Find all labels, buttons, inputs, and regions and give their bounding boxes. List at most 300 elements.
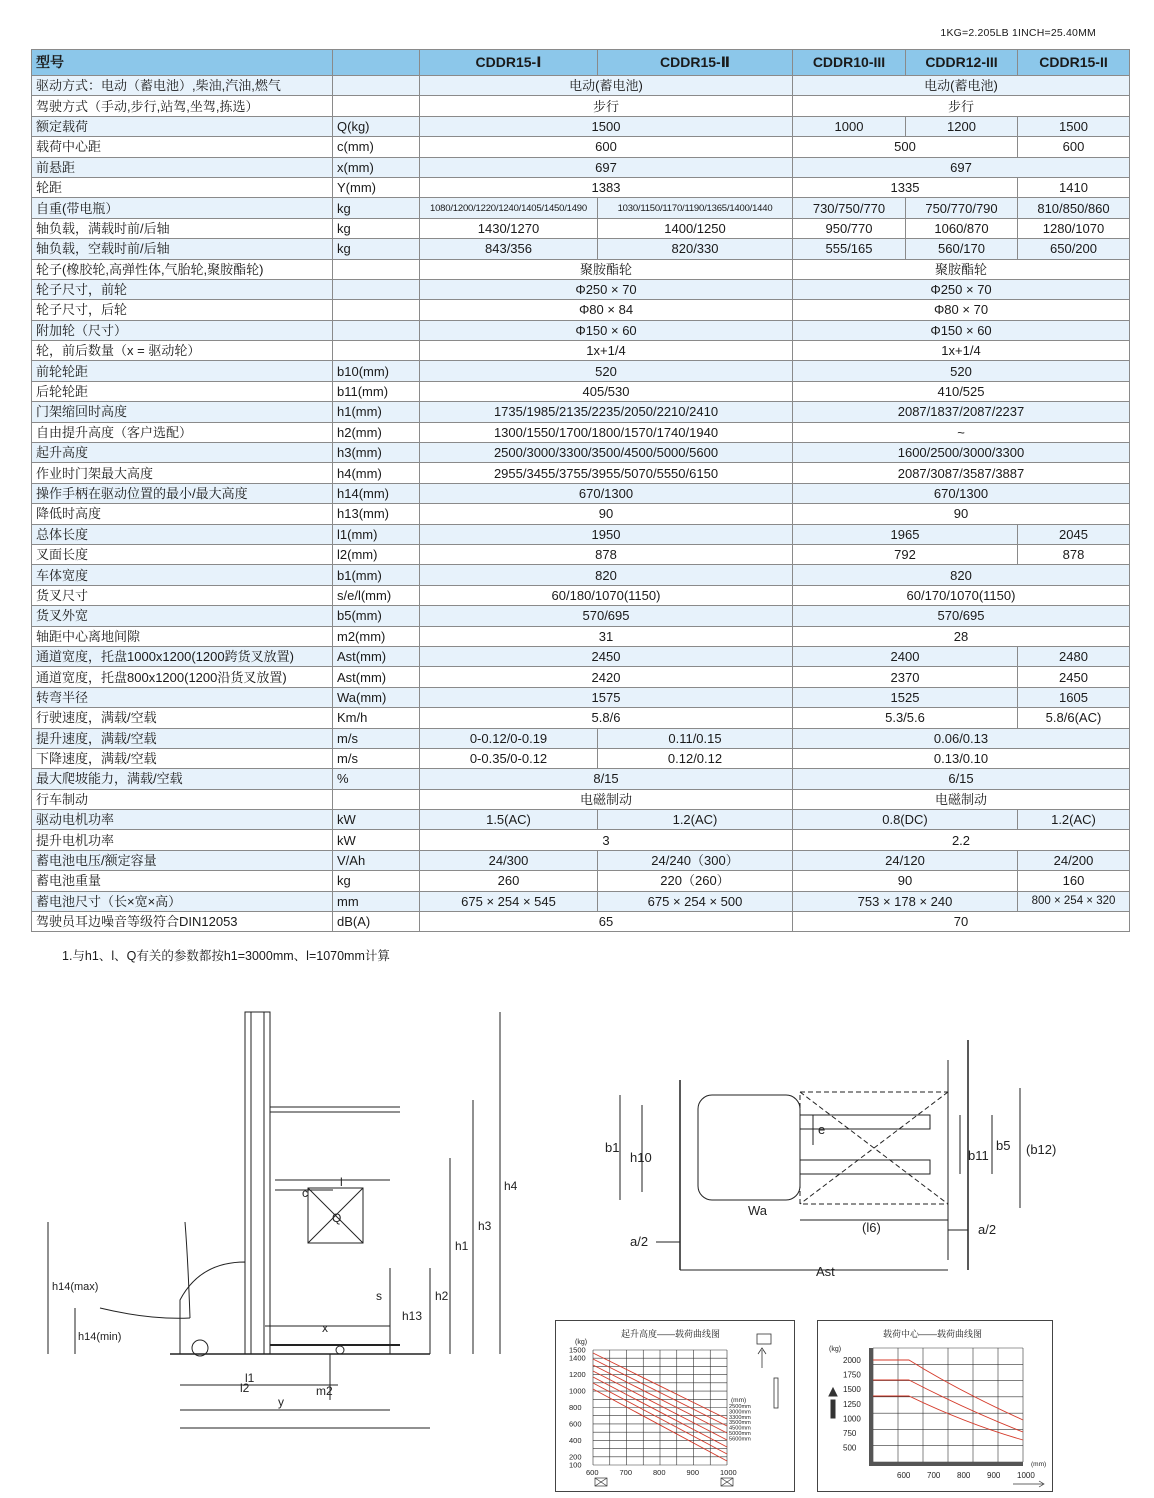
lift-chart-ytick: 200 bbox=[569, 1452, 582, 1462]
spec-value: 260 bbox=[420, 871, 598, 891]
spec-value: 1200 bbox=[906, 116, 1018, 136]
spec-unit: Wa(mm) bbox=[333, 687, 420, 707]
spec-label: 轮距 bbox=[32, 177, 333, 197]
spec-row bbox=[32, 708, 1130, 728]
spec-label: 货叉外宽 bbox=[32, 606, 333, 626]
spec-value: 1383 bbox=[420, 177, 793, 197]
spec-value: 90 bbox=[420, 504, 793, 524]
spec-unit bbox=[333, 789, 420, 809]
spec-row bbox=[32, 585, 1130, 605]
spec-row bbox=[32, 728, 1130, 748]
dim-label-m2: m2 bbox=[316, 1384, 333, 1398]
spec-value: 1335 bbox=[793, 177, 1018, 197]
spec-label: 起升高度 bbox=[32, 443, 333, 463]
spec-unit: dB(A) bbox=[333, 912, 420, 932]
lift-chart-xtick: 800 bbox=[653, 1468, 666, 1477]
dim-label-q: Q bbox=[332, 1211, 342, 1225]
spec-row bbox=[32, 667, 1130, 687]
spec-row bbox=[32, 912, 1130, 932]
spec-row bbox=[32, 606, 1130, 626]
header-model: 型号 bbox=[32, 50, 333, 76]
spec-label: 后轮轮距 bbox=[32, 381, 333, 401]
spec-unit: h13(mm) bbox=[333, 504, 420, 524]
spec-value: 90 bbox=[793, 504, 1130, 524]
spec-value: 1.5(AC) bbox=[420, 810, 598, 830]
spec-row bbox=[32, 443, 1130, 463]
spec-value: 2450 bbox=[1018, 667, 1130, 687]
spec-row bbox=[32, 279, 1130, 299]
center-chart-xtick: 900 bbox=[987, 1471, 1001, 1480]
lift-chart-legend-item: 3300mm bbox=[729, 1414, 751, 1421]
spec-value: 5.3/5.6 bbox=[793, 708, 1018, 728]
spec-unit: h1(mm) bbox=[333, 402, 420, 422]
spec-label: 提升电机功率 bbox=[32, 830, 333, 850]
spec-value: 405/530 bbox=[420, 381, 793, 401]
spec-value: 1605 bbox=[1018, 687, 1130, 707]
spec-value: 60/180/1070(1150) bbox=[420, 585, 793, 605]
spec-value: 电动(蓄电池) bbox=[420, 76, 793, 96]
dim-label-l2: l2 bbox=[240, 1381, 250, 1395]
spec-row bbox=[32, 381, 1130, 401]
spec-label: 轮，前后数量（x = 驱动轮） bbox=[32, 341, 333, 361]
spec-unit: h4(mm) bbox=[333, 463, 420, 483]
spec-label: 载荷中心距 bbox=[32, 137, 333, 157]
spec-value: 697 bbox=[793, 157, 1130, 177]
spec-row bbox=[32, 96, 1130, 116]
spec-value: 800 × 254 × 320 bbox=[1018, 891, 1130, 911]
spec-value: 3 bbox=[420, 830, 793, 850]
spec-body bbox=[32, 76, 1130, 932]
lift-chart-legend-item: 3000mm bbox=[729, 1409, 751, 1416]
header-cddr12-iii: CDDR12-III bbox=[906, 50, 1018, 76]
spec-value: 0-0.12/0-0.19 bbox=[420, 728, 598, 748]
spec-row bbox=[32, 361, 1130, 381]
spec-value: 750/770/790 bbox=[906, 198, 1018, 218]
spec-value: 950/770 bbox=[793, 218, 906, 238]
spec-value: 878 bbox=[420, 544, 793, 564]
spec-label: 自重(带电瓶） bbox=[32, 198, 333, 218]
spec-unit: m2(mm) bbox=[333, 626, 420, 646]
spec-row bbox=[32, 769, 1130, 789]
lift-chart-ytick: 1500 bbox=[569, 1345, 586, 1355]
center-chart-yunit: (kg) bbox=[829, 1346, 842, 1353]
spec-unit: kg bbox=[333, 871, 420, 891]
spec-label: 货叉尺寸 bbox=[32, 585, 333, 605]
spec-value: 570/695 bbox=[420, 606, 793, 626]
spec-value: 1080/1200/1220/1240/1405/1450/1490 bbox=[420, 198, 598, 218]
spec-value: 2955/3455/3755/3955/5070/5550/6150 bbox=[420, 463, 793, 483]
spec-row bbox=[32, 341, 1130, 361]
spec-label: 轴负载，空载时前/后轴 bbox=[32, 239, 333, 259]
center-chart-xunit: (mm) bbox=[1031, 1461, 1047, 1468]
dim-label-h3: h3 bbox=[478, 1219, 492, 1233]
spec-value: 1525 bbox=[793, 687, 1018, 707]
spec-value: 步行 bbox=[420, 96, 793, 116]
spec-value: 90 bbox=[793, 871, 1018, 891]
dim-label-a2-right: a/2 bbox=[978, 1222, 997, 1237]
spec-value: Φ250 × 70 bbox=[420, 279, 793, 299]
spec-value: Φ250 × 70 bbox=[793, 279, 1130, 299]
dim-label-h1: h1 bbox=[455, 1239, 469, 1253]
spec-value: Φ80 × 70 bbox=[793, 300, 1130, 320]
spec-label: 车体宽度 bbox=[32, 565, 333, 585]
spec-row bbox=[32, 116, 1130, 136]
spec-label: 作业时门架最大高度 bbox=[32, 463, 333, 483]
spec-label: 轮子尺寸，前轮 bbox=[32, 279, 333, 299]
spec-label: 轴距中心离地间隙 bbox=[32, 626, 333, 646]
spec-unit: % bbox=[333, 769, 420, 789]
top-view-drawing bbox=[600, 1020, 1057, 1290]
spec-value: 650/200 bbox=[1018, 239, 1130, 259]
spec-label: 蓄电池尺寸（长×宽×高） bbox=[32, 891, 333, 911]
dim-label-x: x bbox=[322, 1321, 328, 1335]
spec-value: 1575 bbox=[420, 687, 793, 707]
header-cddr10-iii: CDDR10-III bbox=[793, 50, 906, 76]
spec-row bbox=[32, 463, 1130, 483]
spec-value: 6/15 bbox=[793, 769, 1130, 789]
spec-unit: s/e/l(mm) bbox=[333, 585, 420, 605]
spec-value: 555/165 bbox=[793, 239, 906, 259]
spec-value: 697 bbox=[420, 157, 793, 177]
lift-chart-yunit: (kg) bbox=[575, 1339, 588, 1346]
spec-label: 最大爬坡能力，满载/空载 bbox=[32, 769, 333, 789]
lift-chart-title: 起升高度——载荷曲线图 bbox=[621, 1329, 721, 1339]
spec-unit: kW bbox=[333, 830, 420, 850]
spec-value: 1280/1070 bbox=[1018, 218, 1130, 238]
spec-value: Φ80 × 84 bbox=[420, 300, 793, 320]
spec-label: 轮子(橡胶轮,高弹性体,气胎轮,聚胺酯轮) bbox=[32, 259, 333, 279]
dim-label-a2-left: a/2 bbox=[630, 1234, 649, 1249]
spec-value: Φ150 × 60 bbox=[420, 320, 793, 340]
dim-label-h2: h2 bbox=[435, 1289, 449, 1303]
spec-row bbox=[32, 504, 1130, 524]
spec-value: Φ150 × 60 bbox=[793, 320, 1130, 340]
spec-label: 驱动电机功率 bbox=[32, 810, 333, 830]
spec-label: 附加轮（尺寸） bbox=[32, 320, 333, 340]
header-cddr15-ii: CDDR15-Ⅱ bbox=[598, 50, 793, 76]
spec-row bbox=[32, 259, 1130, 279]
spec-value: 1000 bbox=[793, 116, 906, 136]
side-view-drawing bbox=[40, 1000, 520, 1440]
dim-label-h4: h4 bbox=[504, 1179, 518, 1193]
dim-label-ast: Ast bbox=[816, 1264, 835, 1279]
spec-row bbox=[32, 810, 1130, 830]
spec-value: 聚胺酯轮 bbox=[420, 259, 793, 279]
spec-unit: Ast(mm) bbox=[333, 667, 420, 687]
lift-chart-ytick: 400 bbox=[569, 1435, 582, 1445]
dim-label-wa: Wa bbox=[748, 1203, 768, 1218]
lift-chart-ytick: 100 bbox=[569, 1460, 582, 1470]
spec-row bbox=[32, 544, 1130, 564]
spec-value: 820 bbox=[420, 565, 793, 585]
lift-chart-xtick: 1000 bbox=[720, 1468, 737, 1477]
spec-row bbox=[32, 239, 1130, 259]
spec-label: 行驶速度，满载/空载 bbox=[32, 708, 333, 728]
spec-row bbox=[32, 483, 1130, 503]
spec-row bbox=[32, 524, 1130, 544]
spec-value: 24/200 bbox=[1018, 850, 1130, 870]
spec-unit: kW bbox=[333, 810, 420, 830]
spec-value: 电磁制动 bbox=[793, 789, 1130, 809]
spec-label: 提升速度，满载/空载 bbox=[32, 728, 333, 748]
header-cddr15-i: CDDR15-Ⅰ bbox=[420, 50, 598, 76]
dim-label-b12: (b12) bbox=[1026, 1142, 1057, 1157]
spec-value: 1x+1/4 bbox=[793, 341, 1130, 361]
spec-label: 蓄电池电压/额定容量 bbox=[32, 850, 333, 870]
spec-unit: h3(mm) bbox=[333, 443, 420, 463]
spec-unit: Y(mm) bbox=[333, 177, 420, 197]
spec-row bbox=[32, 402, 1130, 422]
dim-label-l6: (l6) bbox=[862, 1220, 881, 1235]
footnote: 1.与h1、l、Q有关的参数都按h1=3000mm、l=1070mm计算 bbox=[62, 949, 390, 963]
center-chart-ytick: 1250 bbox=[843, 1399, 861, 1409]
spec-value: 670/1300 bbox=[420, 483, 793, 503]
center-chart-xtick: 1000 bbox=[1017, 1471, 1035, 1480]
spec-row bbox=[32, 177, 1130, 197]
spec-row bbox=[32, 789, 1130, 809]
center-chart-ytick: 500 bbox=[843, 1443, 857, 1453]
spec-value: ~ bbox=[793, 422, 1130, 442]
lift-chart-xtick: 700 bbox=[619, 1468, 633, 1477]
lift-chart-legend-item: 5000mm bbox=[729, 1431, 751, 1437]
spec-value: 670/1300 bbox=[793, 483, 1130, 503]
spec-value: 电动(蓄电池) bbox=[793, 76, 1130, 96]
dim-label-s: s bbox=[376, 1289, 382, 1303]
spec-value: 24/120 bbox=[793, 850, 1018, 870]
spec-value: 2400 bbox=[793, 646, 1018, 666]
spec-value: 570/695 bbox=[793, 606, 1130, 626]
spec-value: 24/240（300） bbox=[598, 850, 793, 870]
spec-value: 1950 bbox=[420, 524, 793, 544]
spec-value: 560/170 bbox=[906, 239, 1018, 259]
spec-value: 0.06/0.13 bbox=[793, 728, 1130, 748]
spec-unit: h2(mm) bbox=[333, 422, 420, 442]
spec-label: 轮子尺寸，后轮 bbox=[32, 300, 333, 320]
spec-label: 通道宽度，托盘1000x1200(1200跨货叉放置) bbox=[32, 646, 333, 666]
spec-value: 1500 bbox=[1018, 116, 1130, 136]
dim-label-y: y bbox=[278, 1395, 284, 1409]
spec-unit: l2(mm) bbox=[333, 544, 420, 564]
center-chart-ytick: 750 bbox=[843, 1429, 857, 1438]
dim-label-l1: l1 bbox=[245, 1371, 255, 1385]
spec-value: 2087/1837/2087/2237 bbox=[793, 402, 1130, 422]
spec-row bbox=[32, 830, 1130, 850]
spec-value: 0.8(DC) bbox=[793, 810, 1018, 830]
spec-value: 31 bbox=[420, 626, 793, 646]
spec-row bbox=[32, 76, 1130, 96]
spec-row bbox=[32, 218, 1130, 238]
spec-label: 通道宽度，托盘800x1200(1200沿货叉放置) bbox=[32, 667, 333, 687]
spec-label: 下降速度，满载/空载 bbox=[32, 748, 333, 768]
dim-label-h13: h13 bbox=[402, 1309, 423, 1323]
lift-chart-legend-item: 2500mm bbox=[729, 1404, 751, 1410]
spec-value: 5.8/6 bbox=[420, 708, 793, 728]
lift-chart-legend-item: 4500mm bbox=[729, 1425, 751, 1432]
spec-value: 0-0.35/0-0.12 bbox=[420, 748, 598, 768]
spec-value: 1030/1150/1170/1190/1365/1400/1440 bbox=[598, 198, 793, 218]
spec-unit: c(mm) bbox=[333, 137, 420, 157]
spec-unit bbox=[333, 279, 420, 299]
spec-value: 1410 bbox=[1018, 177, 1130, 197]
dim-label-b11: b11 bbox=[968, 1148, 989, 1163]
spec-unit: b5(mm) bbox=[333, 606, 420, 626]
spec-unit: kg bbox=[333, 239, 420, 259]
spec-label: 操作手柄在驱动位置的最小/最大高度 bbox=[32, 483, 333, 503]
spec-unit: Q(kg) bbox=[333, 116, 420, 136]
spec-value: 1400/1250 bbox=[598, 218, 793, 238]
spec-value: 0.12/0.12 bbox=[598, 748, 793, 768]
spec-value: 2087/3087/3587/3887 bbox=[793, 463, 1130, 483]
dim-label-l: l bbox=[340, 1175, 343, 1189]
spec-value: 753 × 178 × 240 bbox=[793, 891, 1018, 911]
spec-row bbox=[32, 300, 1130, 320]
spec-row bbox=[32, 626, 1130, 646]
spec-value: 1735/1985/2135/2235/2050/2210/2410 bbox=[420, 402, 793, 422]
spec-label: 自由提升高度（客户选配） bbox=[32, 422, 333, 442]
lift-chart-legend-unit: (mm) bbox=[731, 1397, 747, 1404]
spec-label: 轴负载，满载时前/后轴 bbox=[32, 218, 333, 238]
spec-label: 蓄电池重量 bbox=[32, 871, 333, 891]
spec-row bbox=[32, 891, 1130, 911]
lift-chart-legend-item: 3500mm bbox=[729, 1420, 751, 1427]
spec-unit bbox=[333, 259, 420, 279]
spec-unit: Km/h bbox=[333, 708, 420, 728]
spec-unit: Ast(mm) bbox=[333, 646, 420, 666]
lift-chart-legend-item: 5600mm bbox=[729, 1436, 751, 1443]
spec-label: 驾驶员耳边噪音等级符合DIN12053 bbox=[32, 912, 333, 932]
spec-row bbox=[32, 565, 1130, 585]
dim-label-h14min: h14(min) bbox=[78, 1331, 122, 1343]
spec-value: 1600/2500/3000/3300 bbox=[793, 443, 1130, 463]
spec-header-row bbox=[32, 50, 1130, 76]
lift-chart-ytick: 800 bbox=[569, 1403, 582, 1412]
spec-label: 门架缩回时高度 bbox=[32, 402, 333, 422]
spec-value: 聚胺酯轮 bbox=[793, 259, 1130, 279]
spec-value: 2480 bbox=[1018, 646, 1130, 666]
spec-unit: x(mm) bbox=[333, 157, 420, 177]
spec-label: 前轮轮距 bbox=[32, 361, 333, 381]
load-center-load-chart bbox=[817, 1320, 1053, 1492]
spec-label: 前悬距 bbox=[32, 157, 333, 177]
spec-unit: mm bbox=[333, 891, 420, 911]
spec-value: 675 × 254 × 545 bbox=[420, 891, 598, 911]
spec-value: 500 bbox=[793, 137, 1018, 157]
spec-value: 电磁制动 bbox=[420, 789, 793, 809]
spec-value: 1500 bbox=[420, 116, 793, 136]
spec-value: 2500/3000/3300/3500/4500/5000/5600 bbox=[420, 443, 793, 463]
spec-value: 步行 bbox=[793, 96, 1130, 116]
spec-value: 600 bbox=[1018, 137, 1130, 157]
dim-label-b1: b1 bbox=[605, 1140, 620, 1155]
spec-label: 降低时高度 bbox=[32, 504, 333, 524]
spec-value: 520 bbox=[793, 361, 1130, 381]
spec-unit: V/Ah bbox=[333, 850, 420, 870]
center-chart-ytick: 1000 bbox=[843, 1414, 861, 1424]
spec-value: 1.2(AC) bbox=[1018, 810, 1130, 830]
header-cddr15-ii-b: CDDR15-II bbox=[1018, 50, 1130, 76]
spec-unit: b10(mm) bbox=[333, 361, 420, 381]
spec-row bbox=[32, 137, 1130, 157]
spec-row bbox=[32, 320, 1130, 340]
spec-row bbox=[32, 198, 1130, 218]
spec-value: 600 bbox=[420, 137, 793, 157]
spec-unit: l1(mm) bbox=[333, 524, 420, 544]
lift-height-load-chart bbox=[555, 1320, 795, 1492]
spec-label: 叉面长度 bbox=[32, 544, 333, 564]
spec-row bbox=[32, 422, 1130, 442]
spec-row bbox=[32, 157, 1130, 177]
spec-value: 820/330 bbox=[598, 239, 793, 259]
spec-value: 1300/1550/1700/1800/1570/1740/1940 bbox=[420, 422, 793, 442]
dim-label-h14max: h14(max) bbox=[52, 1281, 99, 1293]
spec-value: 843/356 bbox=[420, 239, 598, 259]
spec-value: 1430/1270 bbox=[420, 218, 598, 238]
spec-row bbox=[32, 850, 1130, 870]
spec-value: 810/850/860 bbox=[1018, 198, 1130, 218]
spec-value: 65 bbox=[420, 912, 793, 932]
lift-chart-xtick: 600 bbox=[586, 1468, 599, 1477]
spec-label: 驾驶方式（手动,步行,站驾,坐驾,拣选） bbox=[32, 96, 333, 116]
dim-label-h10: h10 bbox=[630, 1150, 652, 1165]
spec-unit: m/s bbox=[333, 728, 420, 748]
spec-row bbox=[32, 687, 1130, 707]
spec-unit: kg bbox=[333, 218, 420, 238]
spec-value: 2.2 bbox=[793, 830, 1130, 850]
spec-value: 1.2(AC) bbox=[598, 810, 793, 830]
center-chart-title: 载荷中心——载荷曲线图 bbox=[883, 1329, 983, 1339]
lift-chart-xtick: 900 bbox=[686, 1468, 700, 1477]
spec-unit: b1(mm) bbox=[333, 565, 420, 585]
spec-unit: h14(mm) bbox=[333, 483, 420, 503]
spec-row bbox=[32, 646, 1130, 666]
dim-label-c: c bbox=[302, 1186, 308, 1200]
spec-value: 160 bbox=[1018, 871, 1130, 891]
spec-value: 520 bbox=[420, 361, 793, 381]
spec-value: 675 × 254 × 500 bbox=[598, 891, 793, 911]
center-chart-xtick: 800 bbox=[957, 1471, 971, 1480]
spec-label: 额定载荷 bbox=[32, 116, 333, 136]
spec-value: 220（260） bbox=[598, 871, 793, 891]
spec-table bbox=[31, 49, 1130, 932]
spec-label: 行车制动 bbox=[32, 789, 333, 809]
header-unit bbox=[333, 50, 420, 76]
lift-chart-ytick: 1400 bbox=[569, 1353, 586, 1363]
spec-value: 60/170/1070(1150) bbox=[793, 585, 1130, 605]
spec-value: 1x+1/4 bbox=[420, 341, 793, 361]
spec-label: 总体长度 bbox=[32, 524, 333, 544]
center-chart-ytick: 2000 bbox=[843, 1356, 861, 1365]
spec-value: 820 bbox=[793, 565, 1130, 585]
lift-chart-ytick: 600 bbox=[569, 1419, 582, 1429]
dim-label-e: e bbox=[818, 1122, 826, 1137]
spec-unit: kg bbox=[333, 198, 420, 218]
lift-chart-ytick: 1000 bbox=[569, 1386, 586, 1396]
spec-value: 5.8/6(AC) bbox=[1018, 708, 1130, 728]
spec-value: 2045 bbox=[1018, 524, 1130, 544]
spec-unit bbox=[333, 300, 420, 320]
spec-value: 2420 bbox=[420, 667, 793, 687]
spec-unit bbox=[333, 96, 420, 116]
center-chart-xtick: 700 bbox=[927, 1471, 941, 1480]
spec-value: 410/525 bbox=[793, 381, 1130, 401]
lift-chart-ytick: 1200 bbox=[569, 1370, 586, 1380]
spec-label: 驱动方式：电动（蓄电池）,柴油,汽油,燃气 bbox=[32, 76, 333, 96]
spec-value: 1060/870 bbox=[906, 218, 1018, 238]
spec-value: 8/15 bbox=[420, 769, 793, 789]
center-chart-ytick: 1750 bbox=[843, 1370, 861, 1380]
unit-conversion-note: 1KG=2.205LB 1INCH=25.40MM bbox=[940, 27, 1096, 39]
spec-value: 730/750/770 bbox=[793, 198, 906, 218]
